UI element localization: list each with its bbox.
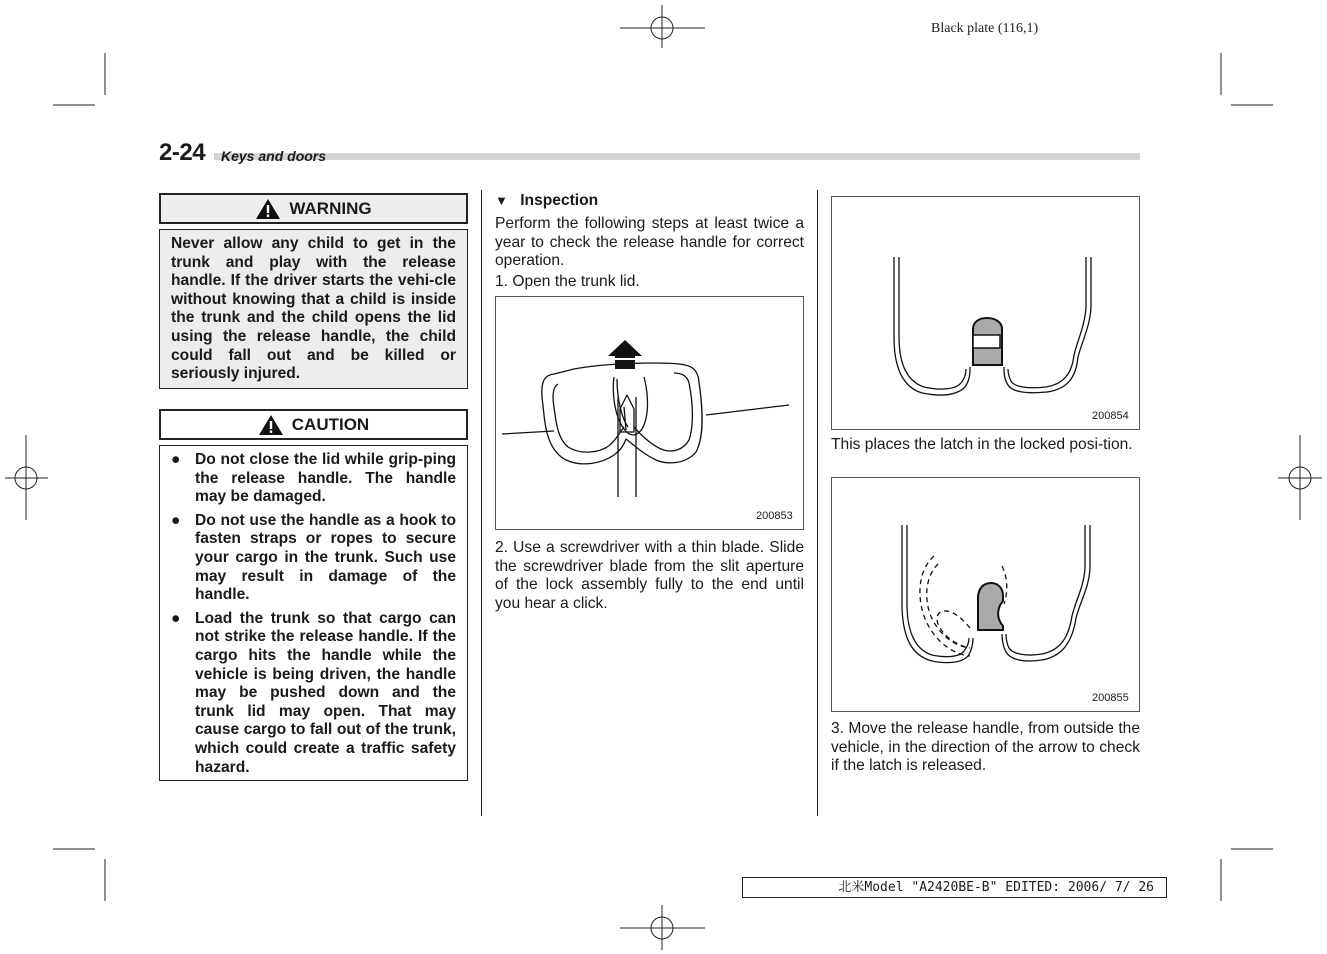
inspection-heading (495, 192, 598, 210)
figure-id: 200855 (1092, 692, 1129, 704)
caution-header (159, 409, 468, 440)
figure-screwdriver (495, 296, 804, 530)
inspection-heading-text: Inspection (520, 192, 599, 209)
caution-body (159, 445, 468, 781)
plate-label: Black plate (116,1) (931, 21, 1039, 36)
warning-triangle-icon (255, 198, 281, 220)
figure-latch-released (831, 477, 1140, 712)
latch-released-illustration (832, 478, 1139, 711)
triangle-down-icon: ▼ (495, 193, 508, 208)
screwdriver-lock-illustration (496, 297, 803, 529)
footer-edit-info: 北米Model "A2420BE-B" EDITED: 2006/ 7/ 26 (742, 877, 1167, 898)
warning-header (159, 193, 468, 224)
caution-item (171, 610, 456, 777)
bullet-icon: ● (171, 609, 181, 627)
bullet-icon: ● (171, 451, 181, 468)
latch-locked-illustration (832, 197, 1139, 429)
section-title: Keys and doors (221, 148, 327, 164)
bullet-icon: ● (171, 511, 181, 529)
warning-title: WARNING (289, 198, 372, 218)
caution-item (171, 451, 456, 507)
caution-triangle-icon (258, 414, 284, 436)
figure-id: 200853 (756, 510, 793, 522)
step-1: 1. Open the trunk lid. (495, 273, 640, 290)
figure-id: 200854 (1092, 410, 1129, 422)
warning-text: Never allow any child to get in the trunk and play with the release handle. If the driver starts the vehi-cle without knowing that a child is inside the trunk and the child opens the lid using the release handle, the child could fall out and be killed or seriously injured. (159, 229, 468, 389)
locked-note: This places the latch in the locked posi-tion. (831, 436, 1133, 453)
figure-latch-locked (831, 196, 1140, 430)
caution-item (171, 512, 456, 605)
step-2: 2. Use a screwdriver with a thin blade. Slide the screwdriver blade from the slit aperture of the lock assembly fully to the end until you hear a click. (495, 539, 804, 612)
caution-item-text: Do not close the lid while grip-ping the release handle. The handle may be damaged. (195, 451, 456, 506)
caution-item-text: Load the trunk so that cargo can not strike the release handle. If the cargo hits the handle while the vehicle is being driven, the handle may be pushed down and the trunk lid may open. That may cause cargo to fall out of the trunk, which could create a traffic safety hazard. (195, 609, 456, 776)
step-3: 3. Move the release handle, from outside the vehicle, in the direction of the arrow to check if the latch is released. (831, 720, 1140, 775)
caution-title: CAUTION (291, 414, 370, 434)
column-divider (817, 190, 818, 816)
caution-item-text: Do not use the handle as a hook to fasten straps or ropes to secure your cargo in the trunk. Such use may result in damage of the handle. (195, 511, 456, 604)
column-divider (481, 190, 482, 816)
header-bar (214, 153, 1140, 160)
page-number: 2-24 (159, 139, 206, 166)
inspection-intro: Perform the following steps at least twice a year to check the release handle for correct operation. (495, 215, 804, 270)
